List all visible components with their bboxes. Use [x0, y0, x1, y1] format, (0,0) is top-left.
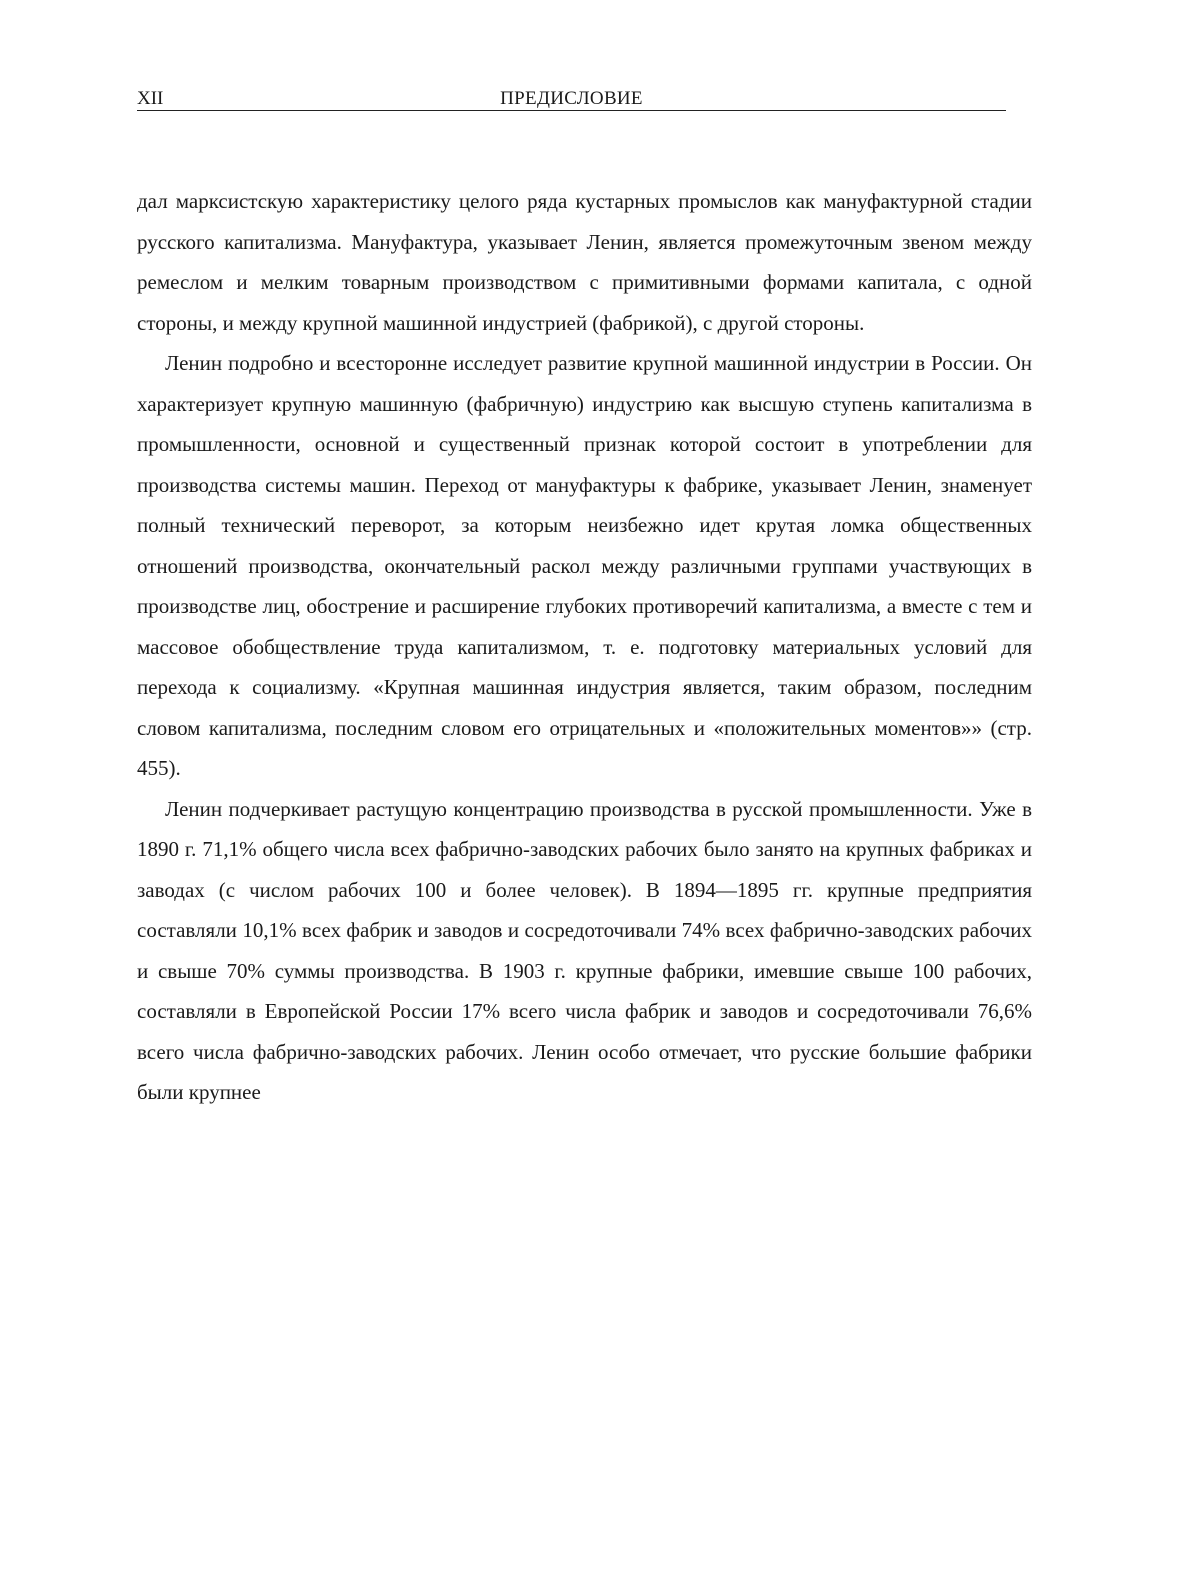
page-header [137, 88, 1006, 111]
running-title: ПРЕДИСЛОВИЕ [500, 88, 643, 109]
page-number: XII [137, 88, 164, 109]
paragraph-large-industry: Ленин подробно и всесторонне исследует развитие крупной машинной индустрии в России. Он характеризует крупную машинную (фабричную) индустрию как высшую ступень капитализма в промышленности, основной и существенный признак которой состоит в употреблении для производства системы машин. Переход от мануфактуры к фабрике, указывает Ленин, знаменует полный технический переворот, за которым неизбежно идет крутая ломка общественных отношений производства, окончательный раскол между различными группами участвующих в производстве лиц, обострение и расширение глубоких противоречий капитализма, а вместе с тем и массовое обобществление труда капитализмом, т. е. подготовку материальных условий для перехода к социализму. «Крупная машинная индустрия является, таким образом, последним словом капитализма, последним словом его отрицательных и «положительных моментов»» (стр. 455). [137, 351, 1032, 780]
body-text [137, 181, 1032, 1113]
paragraph-concentration: Ленин подчеркивает растущую концентрацию производства в русской промышленности. Уже в 1890 г. 71,1% общего числа всех фабрично-заводских рабочих было занято на крупных фабриках и заводах (с числом рабочих 100 и более человек). В 1894—1895 гг. крупные предприятия составляли 10,1% всех фабрик и заводов и сосредоточивали 74% всех фабрично-заводских рабочих и свыше 70% суммы производства. В 1903 г. крупные фабрики, имевшие свыше 100 рабочих, составляли в Европейской России 17% всего числа фабрик и заводов и сосредоточивали 76,6% всего числа фабрично-заводских рабочих. Ленин особо отмечает, что русские большие фабрики были крупнее [137, 796, 1032, 1104]
paragraph-continued: дал марксистскую характеристику целого ряда кустарных промыслов как мануфактурной стадии русского капитализма. Мануфактура, указывает Ленин, является промежуточным звеном между ремеслом и мелким товарным производством с примитивными формами капитала, с одной стороны, и между крупной машинной индустрией (фабрикой), с другой стороны. [137, 189, 1032, 335]
